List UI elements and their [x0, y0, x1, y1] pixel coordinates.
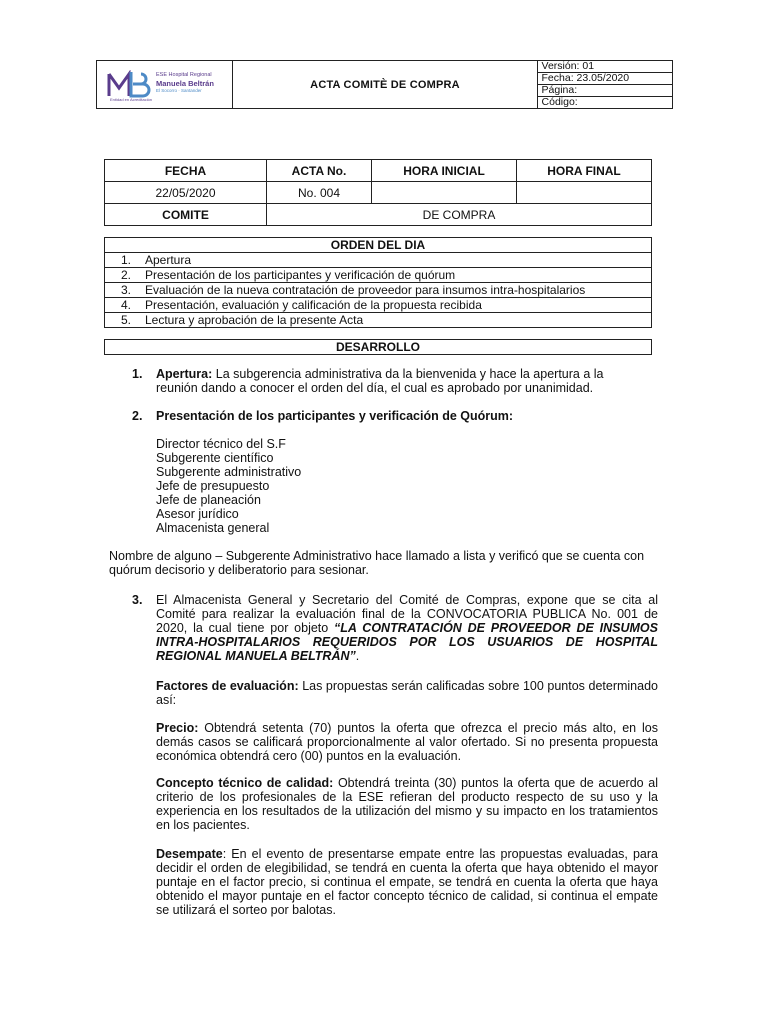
desempate-paragraph — [156, 847, 658, 917]
comite-label: COMITE — [105, 204, 267, 226]
section-2-title-text: Presentación de los participantes y verificación de Quórum: — [156, 409, 514, 423]
header-acta: ACTA No. — [267, 160, 372, 182]
concepto-text: Obtendrá treinta (30) puntos la oferta que de acuerdo al criterio de los profesionales de la ESE refieran del producto respecto de su uso y la experiencia en los resultados de la utilización del mismo y su impacto en los tratamientos en los pacientes. — [156, 776, 659, 832]
participant: Jefe de planeación — [156, 493, 261, 507]
meta-version: Versión: 01 — [537, 61, 672, 73]
factores-text: Las propuestas serán calificadas sobre 100 puntos determinado así: — [156, 679, 658, 707]
convocatoria-object: “LA CONTRATACIÓN DE PROVEEDOR DE INSUMOS INTRA-HOSPITALARIOS REQUERIDOS POR LOS USUARIOS DE HOSPITAL REGIONAL MANUELA BELTRÁN” — [156, 621, 658, 663]
participant: Director técnico del S.F — [156, 437, 286, 451]
participant: Subgerente administrativo — [156, 465, 302, 479]
section-1-apertura — [156, 367, 616, 395]
section-3-intro — [156, 593, 658, 663]
orden-item-text: Lectura y aprobación de la presente Acta — [145, 313, 364, 327]
factores-paragraph — [156, 679, 658, 707]
logo-cell — [97, 61, 233, 109]
value-fecha: 22/05/2020 — [105, 182, 267, 204]
meta-page: Página: — [537, 85, 672, 97]
meta-code: Código: — [537, 97, 672, 109]
concepto-title: Concepto técnico de calidad: — [156, 776, 334, 790]
participant: Asesor jurídico — [156, 507, 239, 521]
participant: Jefe de presupuesto — [156, 479, 270, 493]
section-2-number: 2. — [132, 409, 143, 423]
orden-item-number: 3. — [121, 283, 132, 297]
meta-date: Fecha: 23.05/2020 — [537, 73, 672, 85]
concepto-paragraph — [156, 776, 658, 832]
orden-item — [105, 313, 652, 328]
orden-item — [105, 253, 652, 268]
precio-text: Obtendrá setenta (70) puntos la oferta que ofrezca el precio más alto, en los demás casos se calificará proporcionalmente al valor ofertado. Si no presenta propuesta económica obtendrá cero (00) puntos en la evaluación. — [156, 721, 658, 763]
participant: Almacenista general — [156, 521, 270, 535]
orden-item-text: Presentación, evaluación y calificación de la propuesta recibida — [145, 298, 482, 312]
orden-item-number: 1. — [121, 253, 132, 267]
header-fecha: FECHA — [105, 160, 267, 182]
participant: Subgerente científico — [156, 451, 274, 465]
orden-del-dia-table — [104, 237, 652, 328]
orden-item-number: 2. — [121, 268, 132, 282]
comite-value: DE COMPRA — [267, 204, 652, 226]
precio-paragraph — [156, 721, 658, 763]
factores-title: Factores de evaluación: — [156, 679, 299, 693]
desarrollo-heading-table — [104, 339, 652, 355]
desempate-title: Desempate — [156, 847, 223, 861]
section-1-number: 1. — [132, 367, 143, 381]
orden-item-number: 5. — [121, 313, 132, 327]
section-3-intro-text: El Almacenista General y Secretario del Comité de Compras, expone que se cita al Comité para realizar la evaluación final de la CONVOCATORIA PUBLICA No. 001 de 2020, la cual tiene por objeto — [156, 593, 658, 635]
section-3-number: 3. — [132, 593, 143, 607]
orden-item-number: 4. — [121, 298, 132, 312]
orden-item — [105, 283, 652, 298]
value-acta: No. 004 — [267, 182, 372, 204]
header-hora-inicial: HORA INICIAL — [372, 160, 517, 182]
section-1-text: La subgerencia administrativa da la bienvenida y hace la apertura a la reunión dando a conocer el orden del día, el cual es aprobado por unanimidad. — [156, 367, 604, 395]
logo-line-3: El Socorro · Santander — [156, 87, 202, 93]
logo-line-4: Entidad en Acreditación — [110, 96, 153, 102]
quorum-note: Nombre de alguno – Subgerente Administrativo hace llamado a lista y verificó que se cuenta con quórum decisorio y deliberatorio para sesionar. — [109, 549, 645, 577]
section-2-title — [156, 409, 636, 423]
orden-item — [105, 268, 652, 283]
header-hora-final: HORA FINAL — [517, 160, 652, 182]
value-hora-inicial — [372, 182, 517, 204]
hospital-logo — [97, 62, 232, 108]
logo-line-2: Manuela Beltrán — [156, 78, 214, 88]
hmb-logo-icon — [107, 70, 153, 98]
orden-item — [105, 298, 652, 313]
participants-list — [156, 437, 456, 535]
logo-line-1: ESE Hospital Regional — [156, 71, 212, 78]
value-hora-final — [517, 182, 652, 204]
desarrollo-title: DESARROLLO — [105, 340, 652, 355]
section-1-title: Apertura: — [156, 367, 213, 381]
orden-item-text: Presentación de los participantes y verificación de quórum — [145, 268, 456, 282]
session-table — [104, 159, 652, 226]
orden-item-text: Evaluación de la nueva contratación de proveedor para insumos intra-hospitalarios — [145, 283, 586, 297]
desempate-text: : En el evento de presentarse empate entre las propuestas evaluadas, para decidir el orden de elegibilidad, se tendrá en cuenta la oferta que haya obtenido el mayor puntaje en el factor precio, si continua el empate, se tendrá en cuenta la oferta que haya obtenido el mayor puntaje en el factor concepto técnico de calidad, si continua el empate se utilizará el sorteo por balotas. — [156, 847, 658, 917]
section-3-intro-end: . — [355, 649, 360, 663]
document-header — [96, 60, 673, 109]
orden-title: ORDEN DEL DIA — [105, 238, 652, 253]
precio-title: Precio: — [156, 721, 199, 735]
orden-item-text: Apertura — [145, 253, 192, 267]
document-title: ACTA COMITÈ DE COMPRA — [233, 61, 537, 109]
